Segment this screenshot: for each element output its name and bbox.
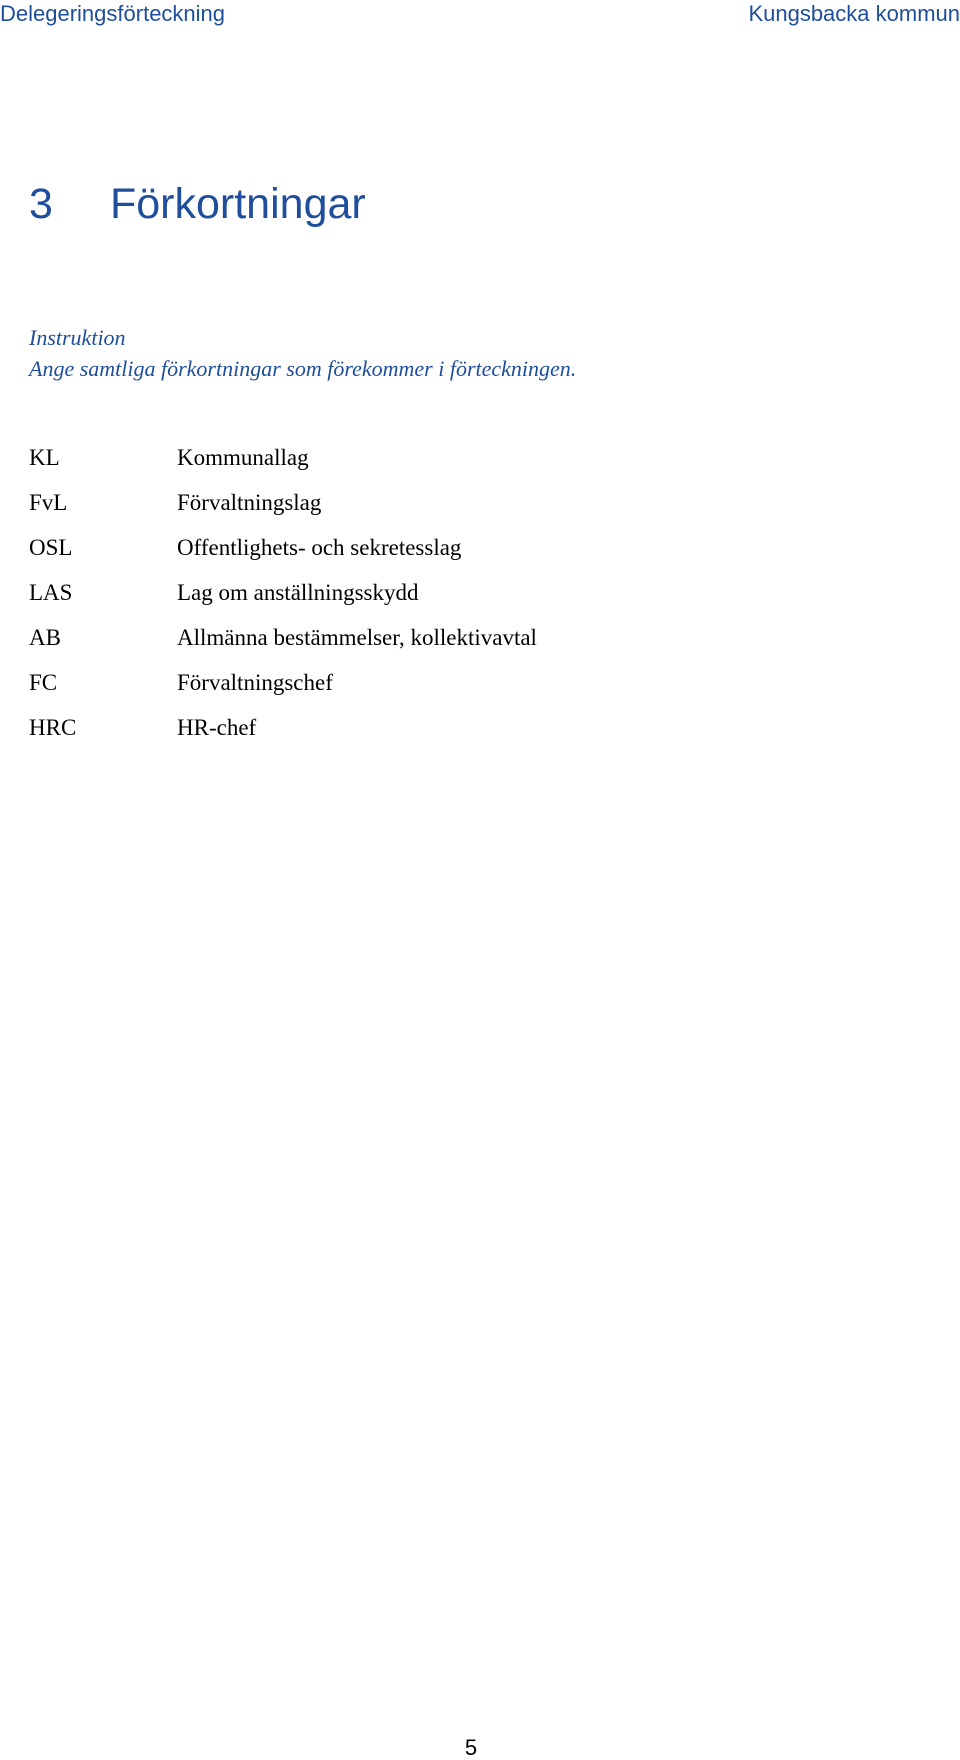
abbreviation-meaning: Lag om anställningsskydd xyxy=(177,580,419,605)
abbreviation-list xyxy=(29,443,537,758)
chapter-title: Förkortningar xyxy=(110,180,366,228)
abbreviation-meaning: Kommunallag xyxy=(177,445,309,470)
organization-name: Kungsbacka kommun xyxy=(748,1,960,26)
abbreviation-code: AB xyxy=(29,625,61,650)
instruction-text: Ange samtliga förkortningar som förekommer i förteckningen. xyxy=(29,356,577,381)
abbreviation-row xyxy=(29,488,537,533)
page-header xyxy=(0,0,960,30)
abbreviation-code: KL xyxy=(29,445,60,470)
abbreviation-code: FvL xyxy=(29,490,68,515)
chapter-number: 3 xyxy=(29,180,53,228)
abbreviation-row xyxy=(29,668,537,713)
abbreviation-row xyxy=(29,443,537,488)
abbreviation-code: FC xyxy=(29,670,58,695)
instruction-label: Instruktion xyxy=(29,325,126,350)
page-number: 5 xyxy=(464,1735,478,1760)
abbreviation-row xyxy=(29,713,537,758)
abbreviation-meaning: Förvaltningschef xyxy=(177,670,333,695)
chapter-heading xyxy=(29,176,366,232)
instruction-block xyxy=(29,322,576,384)
abbreviation-code: HRC xyxy=(29,715,77,740)
abbreviation-row xyxy=(29,578,537,623)
document-title: Delegeringsförteckning xyxy=(0,1,226,26)
abbreviation-row xyxy=(29,623,537,668)
abbreviation-row xyxy=(29,533,537,578)
abbreviation-meaning: Offentlighets- och sekretesslag xyxy=(177,535,462,560)
abbreviation-code: LAS xyxy=(29,580,73,605)
abbreviation-meaning: Allmänna bestämmelser, kollektivavtal xyxy=(177,625,537,650)
abbreviation-meaning: HR-chef xyxy=(177,715,257,740)
abbreviation-meaning: Förvaltningslag xyxy=(177,490,322,515)
abbreviation-code: OSL xyxy=(29,535,73,560)
